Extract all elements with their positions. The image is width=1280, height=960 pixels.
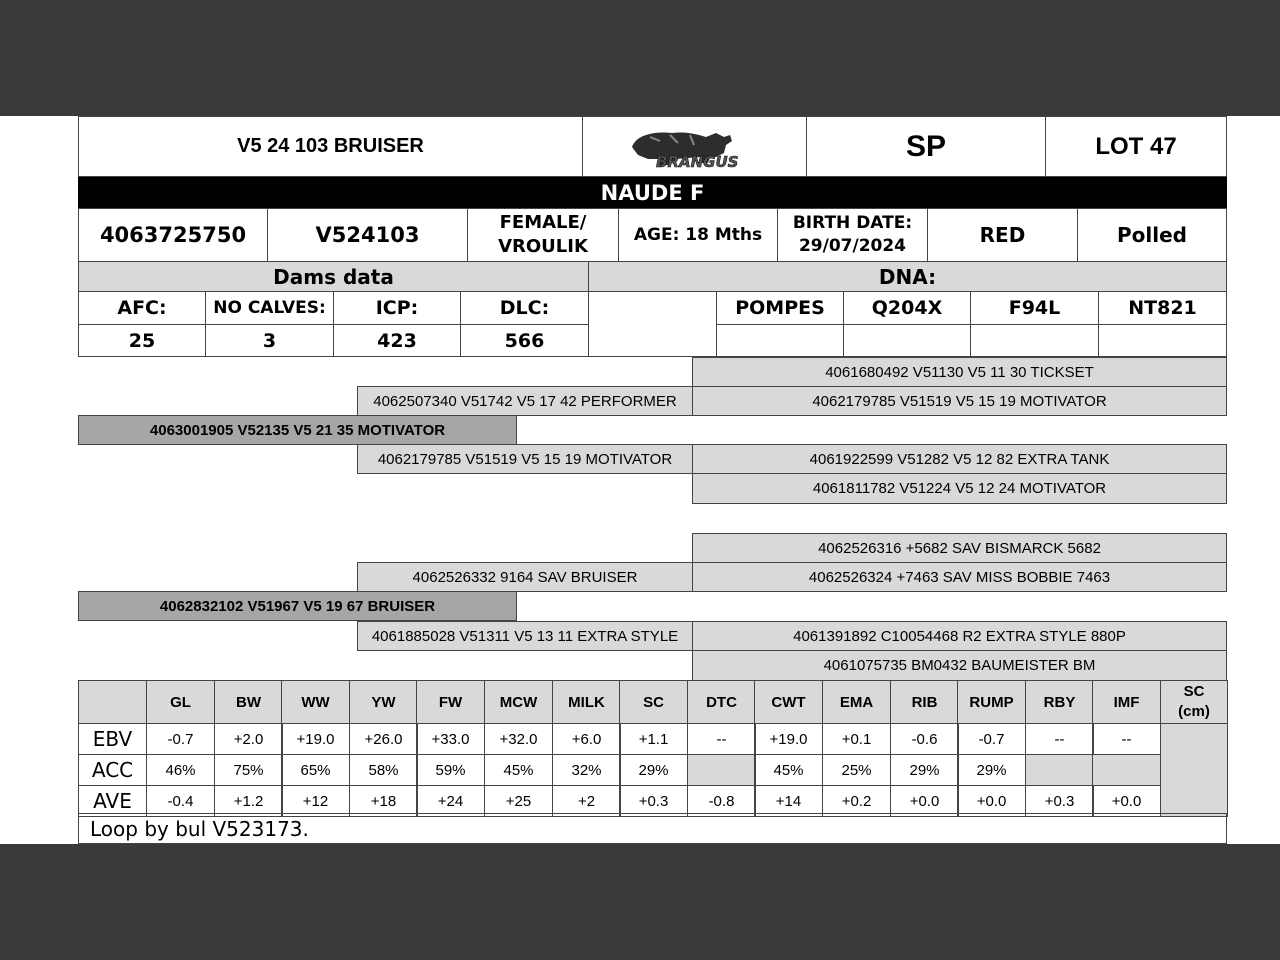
horn-status: Polled (1077, 208, 1227, 262)
no-calves-value: 3 (205, 324, 334, 357)
ebv-header-rib: RIB (890, 680, 959, 724)
ebv-cell: +18 (349, 785, 418, 817)
pedigree-sire-dam: 4062179785 V51519 V5 15 19 MOTIVATOR (357, 444, 693, 474)
no-calves-header: NO CALVES: (205, 291, 334, 325)
dna-title: DNA: (588, 261, 1227, 292)
pedigree-dam: 4062832102 V51967 V5 19 67 BRUISER (78, 591, 517, 621)
ebv-cell: 29% (890, 754, 959, 786)
pedigree-dam-sire-dam: 4062526324 +7463 SAV MISS BOBBIE 7463 (692, 562, 1227, 592)
color: RED (927, 208, 1078, 262)
ebv-cell: +0.2 (822, 785, 891, 817)
ebv-cell: +1.1 (619, 723, 688, 755)
ebv-cell: 58% (349, 754, 418, 786)
dna-nt821-header: NT821 (1098, 291, 1227, 325)
icp-value: 423 (333, 324, 461, 357)
ebv-cell: 29% (619, 754, 688, 786)
sc-cm-line2: (cm) (1178, 703, 1210, 720)
ebv-cell: +6.0 (552, 723, 621, 755)
afc-header: AFC: (78, 291, 206, 325)
ebv-cell (687, 754, 756, 786)
svg-text:BRANGUS: BRANGUS (655, 152, 738, 171)
ebv-sc-cm-value (1160, 723, 1228, 817)
ebv-cell: +33.0 (416, 723, 485, 755)
sex-cell (467, 208, 619, 262)
ebv-header-corner (78, 680, 147, 724)
dna-nt821-value (1098, 324, 1227, 357)
ebv-cell: +0.0 (890, 785, 959, 817)
ebv-header-rby: RBY (1025, 680, 1094, 724)
loop-note: Loop by bul V523173. (78, 813, 1227, 844)
ebv-header-sc: SC (619, 680, 688, 724)
dna-q204x-header: Q204X (843, 291, 971, 325)
ebv-cell: +26.0 (349, 723, 418, 755)
pedigree-dam-dam: 4061885028 V51311 V5 13 11 EXTRA STYLE (357, 621, 693, 651)
ebv-cell: +0.0 (957, 785, 1026, 817)
dna-f94l-value (970, 324, 1099, 357)
dna-pompes-header: POMPES (716, 291, 844, 325)
brangus-logo (582, 116, 807, 177)
ebv-cell: +19.0 (281, 723, 350, 755)
ebv-cell: -- (687, 723, 756, 755)
pedigree-sire-dam-dam: 4061811782 V51224 V5 12 24 MOTIVATOR (692, 473, 1227, 504)
lot-card (0, 116, 1280, 844)
pedigree-dam-dam-dam: 4061075735 BM0432 BAUMEISTER BM (692, 650, 1227, 681)
breeder-name: NAUDE F (78, 177, 1227, 208)
ebv-row-label-acc: ACC (78, 754, 147, 786)
ebv-header-dtc: DTC (687, 680, 756, 724)
birth-date: 29/07/2024 (798, 236, 907, 256)
birth-date-label: BIRTH DATE: (792, 213, 913, 233)
pedigree-sire-sire: 4062507340 V51742 V5 17 42 PERFORMER (357, 386, 693, 416)
ebv-cell: 65% (281, 754, 350, 786)
ebv-cell (1025, 754, 1094, 786)
dna-f94l-header: F94L (970, 291, 1099, 325)
ebv-cell: 25% (822, 754, 891, 786)
ebv-row-label-ave: AVE (78, 785, 147, 817)
ebv-header-imf: IMF (1092, 680, 1161, 724)
afc-value: 25 (78, 324, 206, 357)
ebv-cell: 29% (957, 754, 1026, 786)
ebv-cell: -- (1025, 723, 1094, 755)
ebv-cell: +2 (552, 785, 621, 817)
ebv-header-cwt: CWT (754, 680, 823, 724)
ebv-cell: +19.0 (754, 723, 823, 755)
ebv-cell: +14 (754, 785, 823, 817)
ebv-cell: +0.3 (1025, 785, 1094, 817)
tattoo-number: V524103 (267, 208, 468, 262)
ebv-cell: -0.6 (890, 723, 959, 755)
ebv-cell: +32.0 (484, 723, 553, 755)
ebv-cell: 75% (214, 754, 283, 786)
ebv-cell: 45% (484, 754, 553, 786)
dna-blank-cell (588, 291, 717, 357)
ebv-header-gl: GL (146, 680, 215, 724)
pedigree-sire-sire-dam: 4062179785 V51519 V5 15 19 MOTIVATOR (692, 386, 1227, 416)
id-number: 4063725750 (78, 208, 268, 262)
icp-header: ICP: (333, 291, 461, 325)
sex-afrikaans: VROULIK (498, 236, 588, 257)
ebv-cell: -0.8 (687, 785, 756, 817)
ebv-header-rump: RUMP (957, 680, 1026, 724)
ebv-cell: -0.4 (146, 785, 215, 817)
ebv-cell: +0.0 (1092, 785, 1161, 817)
pedigree-dam-sire-sire: 4062526316 +5682 SAV BISMARCK 5682 (692, 533, 1227, 563)
ebv-header-yw: YW (349, 680, 418, 724)
bull-logo-icon (620, 123, 770, 171)
ebv-row-label-ebv: EBV (78, 723, 147, 755)
ebv-cell: +24 (416, 785, 485, 817)
ebv-cell: 59% (416, 754, 485, 786)
ebv-header-fw: FW (416, 680, 485, 724)
pedigree-sire-sire-sire: 4061680492 V51130 V5 11 30 TICKSET (692, 357, 1227, 387)
ebv-cell: +2.0 (214, 723, 283, 755)
ebv-cell: 32% (552, 754, 621, 786)
lot-number: LOT 47 (1045, 116, 1227, 177)
dna-q204x-value (843, 324, 971, 357)
sc-cm-line1: SC (1183, 683, 1205, 700)
dna-pompes-value (716, 324, 844, 357)
dlc-header: DLC: (460, 291, 589, 325)
ebv-header-milk: MILK (552, 680, 621, 724)
pedigree-sire-dam-sire: 4061922599 V51282 V5 12 82 EXTRA TANK (692, 444, 1227, 474)
ebv-header-bw: BW (214, 680, 283, 724)
ebv-cell: +0.3 (619, 785, 688, 817)
birth-date-cell (777, 208, 928, 262)
dams-data-title: Dams data (78, 261, 589, 292)
ebv-header-sc-cm (1160, 680, 1228, 724)
ebv-cell: +25 (484, 785, 553, 817)
age: AGE: 18 Mths (618, 208, 778, 262)
ebv-header-ww: WW (281, 680, 350, 724)
grade-label: SP (806, 116, 1046, 177)
pedigree-sire: 4063001905 V52135 V5 21 35 MOTIVATOR (78, 415, 517, 445)
ebv-cell: 45% (754, 754, 823, 786)
ebv-cell: +0.1 (822, 723, 891, 755)
ebv-cell: +1.2 (214, 785, 283, 817)
ebv-cell: -0.7 (957, 723, 1026, 755)
ebv-cell: 46% (146, 754, 215, 786)
sex-english: FEMALE/ (499, 212, 587, 233)
animal-name: V5 24 103 BRUISER (78, 116, 583, 177)
pedigree-dam-sire: 4062526332 9164 SAV BRUISER (357, 562, 693, 592)
ebv-cell: -0.7 (146, 723, 215, 755)
ebv-cell (1092, 754, 1161, 786)
ebv-cell: -- (1092, 723, 1161, 755)
pedigree-dam-dam-sire: 4061391892 C10054468 R2 EXTRA STYLE 880P (692, 621, 1227, 651)
dlc-value: 566 (460, 324, 589, 357)
ebv-header-mcw: MCW (484, 680, 553, 724)
ebv-cell: +12 (281, 785, 350, 817)
ebv-header-ema: EMA (822, 680, 891, 724)
